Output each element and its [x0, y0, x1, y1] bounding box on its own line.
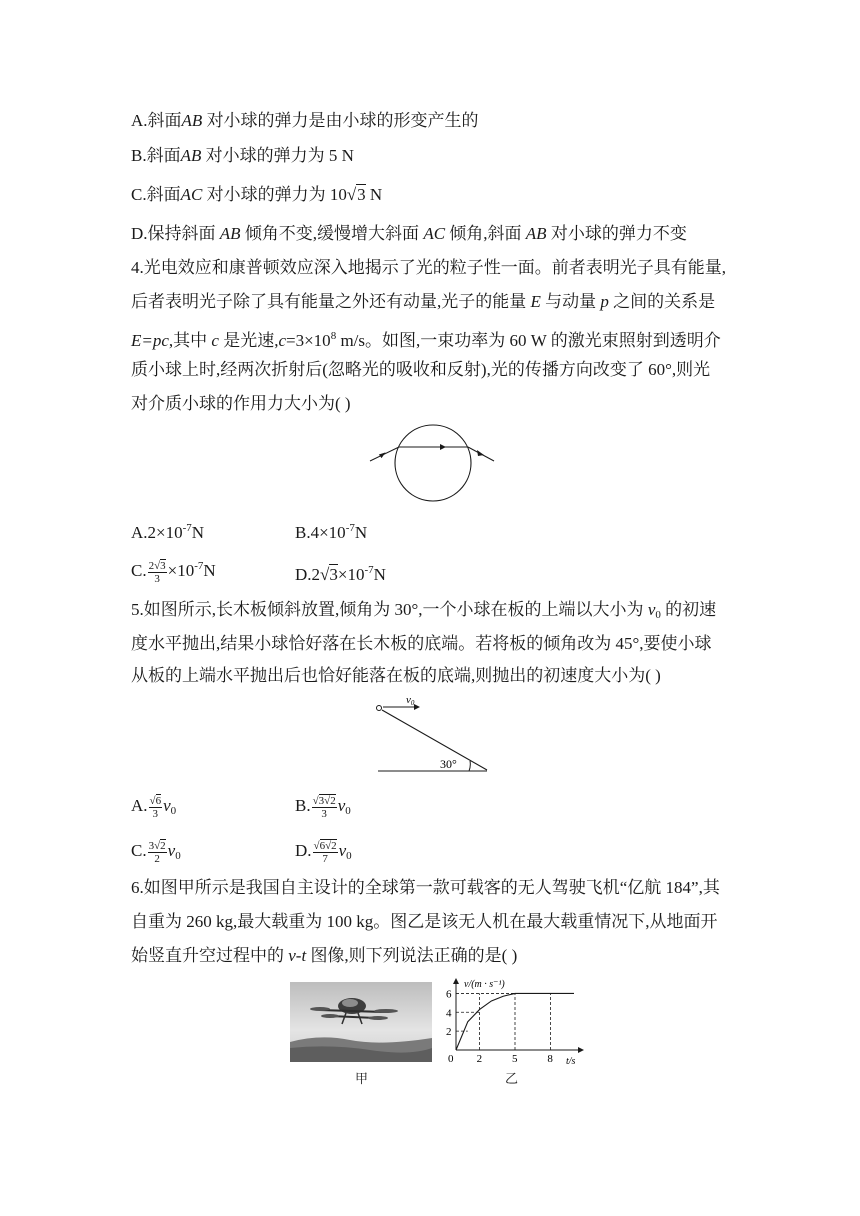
q3-option-c: C.斜面AC 对小球的弹力为 10√3 N — [131, 183, 382, 207]
x-axis-label: t/s — [566, 1056, 576, 1067]
ball — [377, 706, 382, 711]
q4-option-b: $B.4\times 10^{-7}N$ — [295, 522, 368, 542]
radicand: 3 — [357, 185, 366, 204]
q3-option-b: B.斜面AB 对小球的弹力为 5 N — [131, 146, 354, 165]
q6-line-3: 始竖直升空过程中的 v-t 图像,则下列说法正确的是( ) — [131, 946, 518, 965]
q4-line-3: E=pc,其中 c 是光速$,c=3\times 10^8$ m/s。如图,一束功率为 60 W 的激光束照射到透明介 — [131, 330, 721, 350]
q5-line-2: 度水平抛出,结果小球恰好落在长木板的底端。若将板的倾角改为 45°,要使小球 — [131, 634, 712, 653]
q4-option-d: $D.2√3\times 10^{-7}N$ — [295, 564, 386, 584]
internal-arrow-icon — [440, 444, 446, 450]
q4-option-a: $A.2\times 10^{-7}N$ — [131, 522, 205, 542]
q5-line-3: 从板的上端水平抛出后也恰好能落在板的底端,则抛出的初速度大小为( ) — [131, 666, 661, 685]
q4-line-1: 4.光电效应和康普顿效应深入地揭示了光的粒子性一面。前者表明光子具有能量, — [131, 258, 726, 277]
x-tick-label: 0 — [448, 1053, 454, 1065]
q5-option-c: C. $\frac{3√2}{2}$ $v_0$ — [131, 839, 181, 865]
x-tick-label: 8 — [547, 1053, 553, 1065]
y-tick-label: 2 — [446, 1026, 452, 1039]
fraction: $\frac{√3√2}{3}$ — [312, 794, 336, 820]
caption-right: 乙 — [505, 1071, 519, 1086]
drone-photo — [290, 982, 432, 1062]
q4-sphere-figure — [360, 422, 500, 506]
sphere-circle — [395, 425, 471, 501]
velocity-label: v0 — [406, 694, 415, 707]
q5-option-a: A. $\frac{√6}{3}$ $v_0$ — [131, 794, 177, 820]
fraction: $\frac{3√2}{2}$ — [148, 839, 166, 865]
angle-arc — [469, 761, 470, 771]
angle-label: 30° — [440, 757, 457, 771]
q4-line-2: 后者表明光子除了具有能量之外还有动量,光子的能量 E 与动量 p 之间的关系是 — [131, 292, 716, 311]
y-tick-label: 4 — [446, 1007, 452, 1020]
q5-line-1: 5.如图所示,长木板倾斜放置,倾角为 30°,一个小球在板的上端以大小为 $v_0$ 的初速 — [131, 600, 717, 621]
y-tick-label: 6 — [446, 988, 452, 1001]
q4-line-4: 质小球上时,经两次折射后(忽略光的吸收和反射),光的传播方向改变了 60°,则光 — [131, 360, 711, 379]
vt-chart — [440, 976, 590, 1072]
incident-ray — [370, 447, 399, 461]
y-axis-arrow-icon — [453, 978, 459, 984]
q6-line-1: 6.如图甲所示是我国自主设计的全球第一款可载客的无人驾驶飞机“亿航 184”,其 — [131, 878, 720, 897]
q4-line-5: 对介质小球的作用力大小为( ) — [131, 394, 351, 413]
sqrt-symbol: √ — [346, 185, 357, 204]
x-tick-label: 2 — [476, 1053, 483, 1065]
x-tick-label: 5 — [512, 1053, 518, 1065]
q3-option-a: A.斜面AB 对小球的弹力是由小球的形变产生的 — [131, 111, 479, 130]
vt-series-line — [456, 993, 574, 1050]
y-axis-label: v/(m · s⁻¹) — [464, 979, 505, 990]
board — [382, 710, 487, 770]
q6-line-2: 自重为 260 kg,最大载重为 100 kg。图乙是该无人机在最大载重情况下,从地面开 — [131, 912, 718, 931]
q4-option-c: C. $\frac{2√3}{3}$ $\times 10^{-7}N$ — [131, 559, 216, 585]
fraction: $\frac{2√3}{3}$ — [148, 559, 166, 585]
fraction: $\frac{√6√2}{7}$ — [313, 839, 337, 865]
q3-option-d: D.保持斜面 AB 倾角不变,缓慢增大斜面 AC 倾角,斜面 AB 对小球的弹力不变 — [131, 224, 687, 243]
exit-arrow-icon — [477, 450, 484, 456]
q5-option-d: D. $\frac{√6√2}{7}$ $v_0$ — [295, 839, 352, 865]
fraction: $\frac{√6}{3}$ — [149, 794, 162, 820]
x-axis-arrow-icon — [578, 1047, 584, 1053]
q5-option-b: B. $\frac{√3√2}{3}$ $v_0$ — [295, 794, 351, 820]
velocity-arrowhead-icon — [414, 704, 420, 710]
q5-incline-figure — [370, 694, 495, 778]
caption-left: 甲 — [355, 1071, 369, 1086]
